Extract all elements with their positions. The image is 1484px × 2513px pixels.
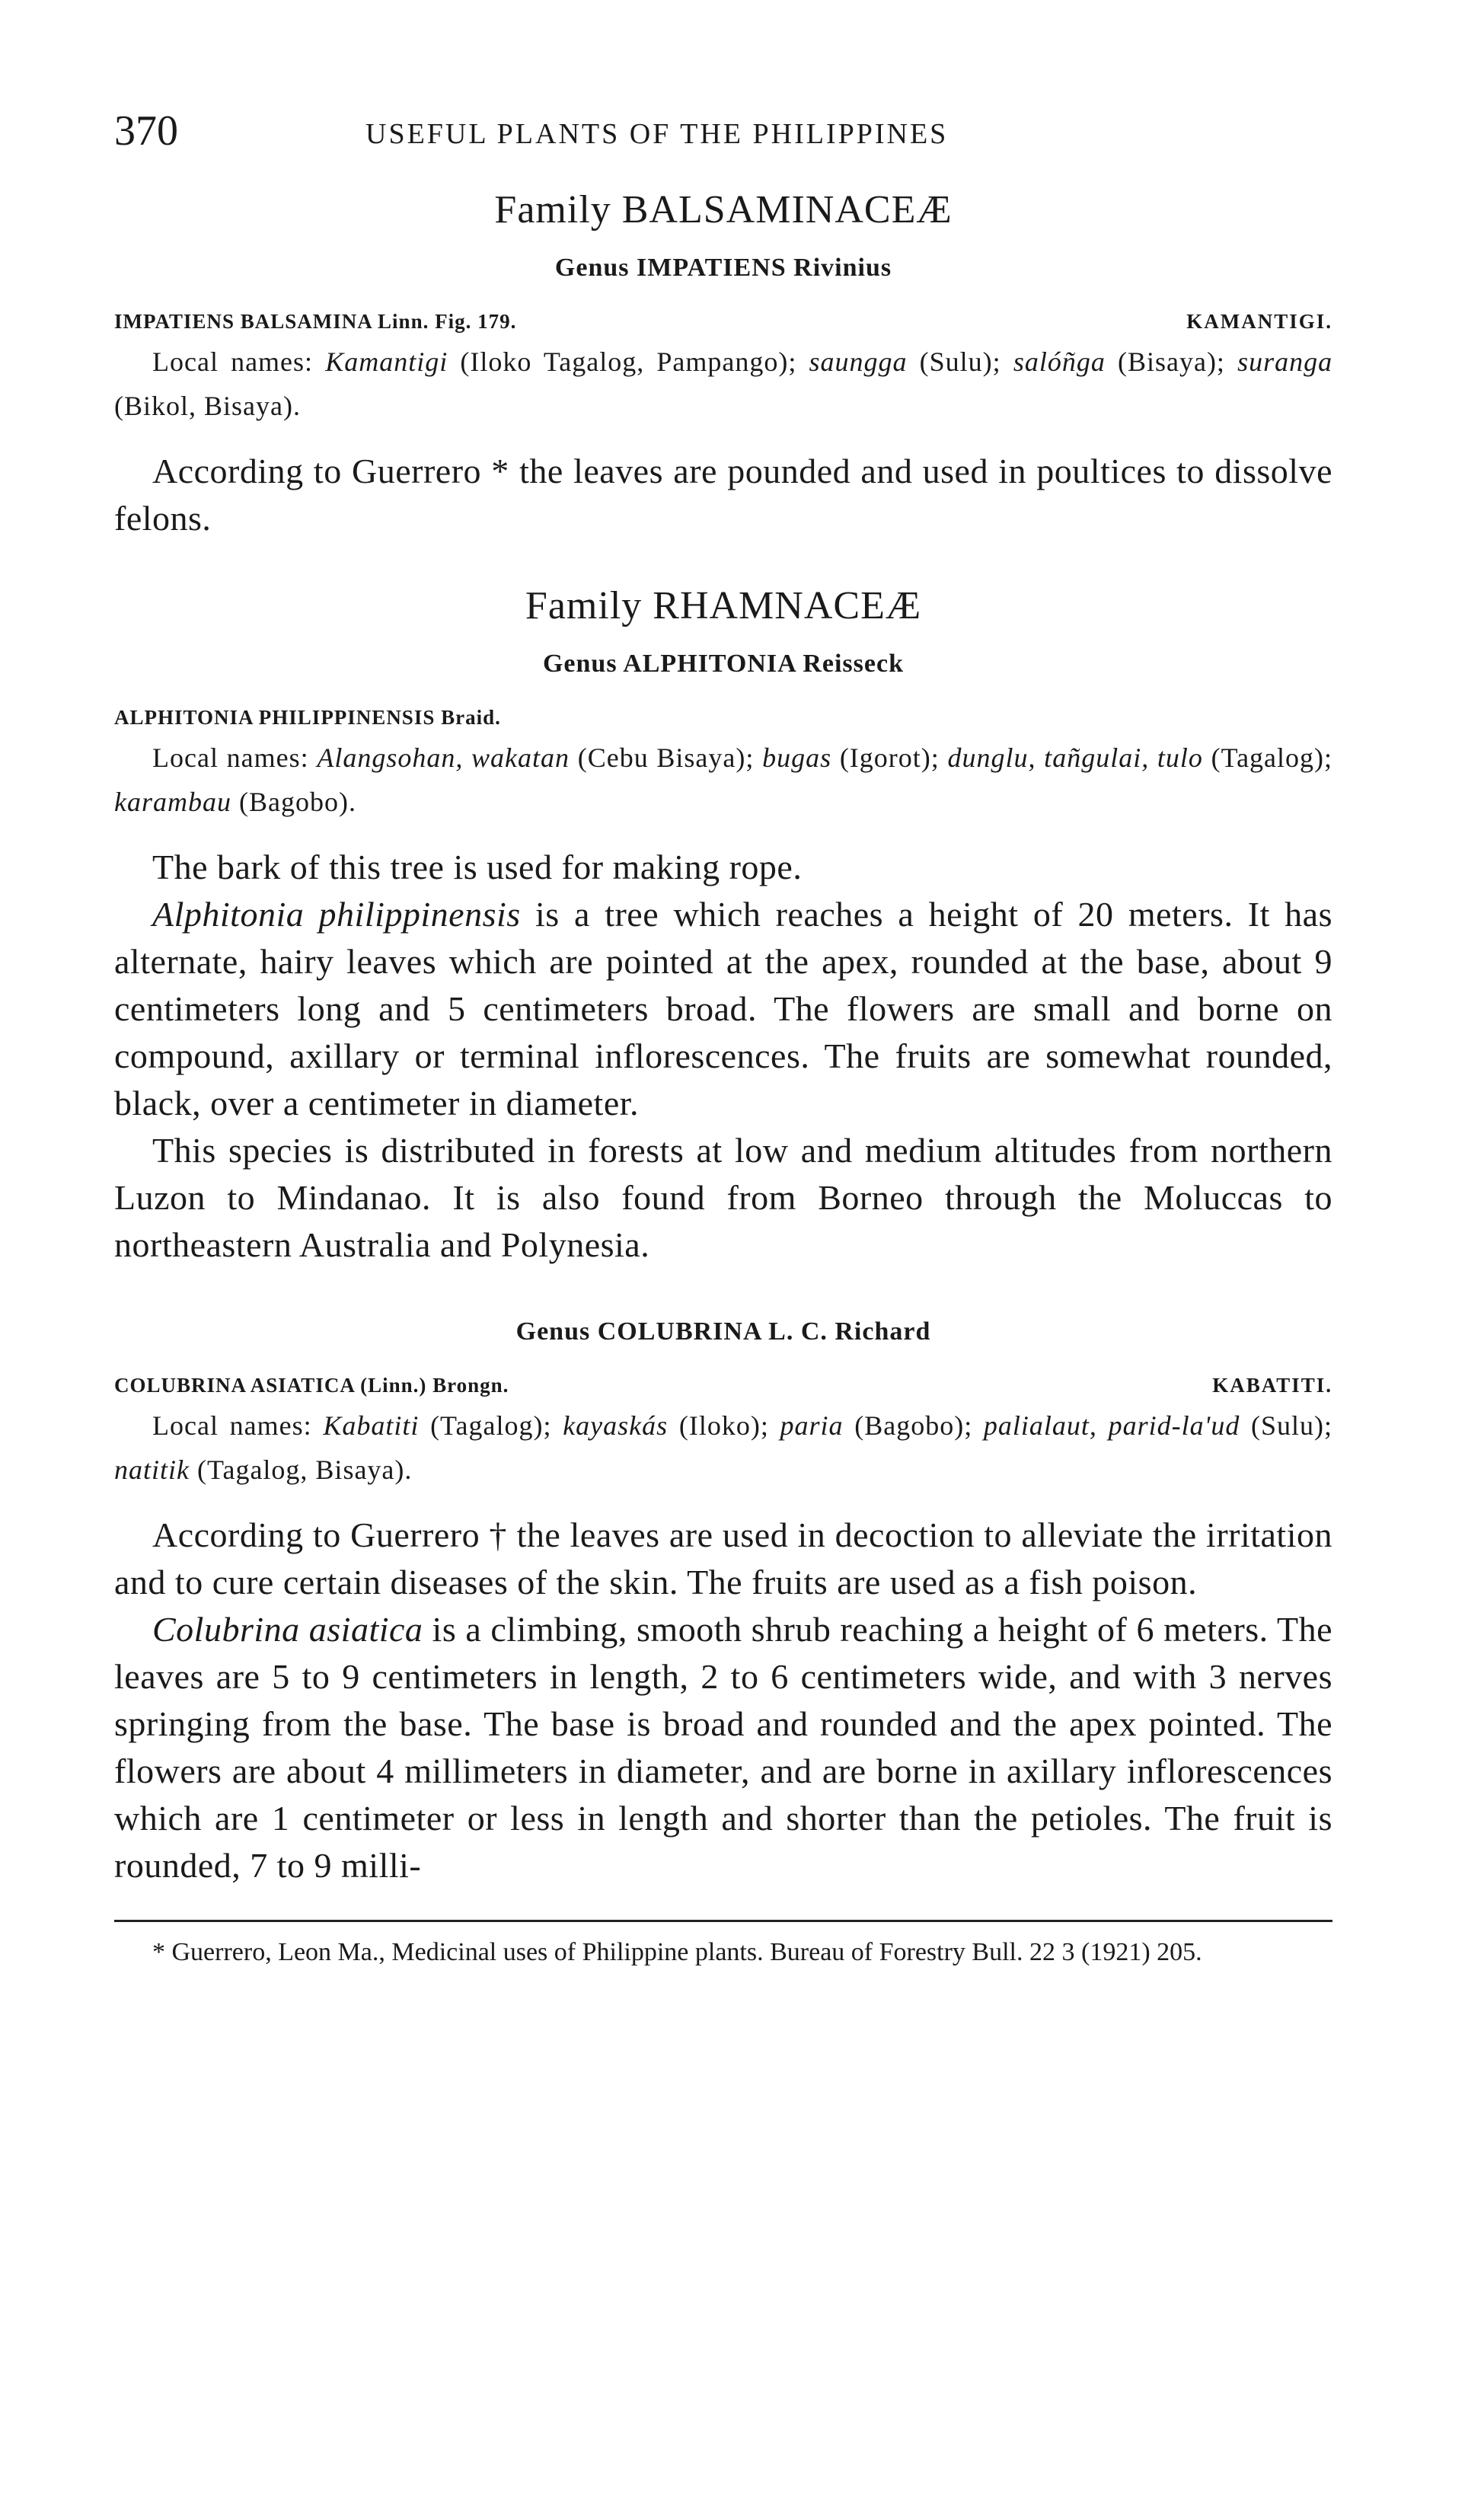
body-paragraph: The bark of this tree is used for making rope.	[152, 848, 803, 886]
local-region: (Bagobo).	[239, 787, 356, 817]
species-name: IMPATIENS BALSAMINA Linn. Fig. 179.	[114, 310, 517, 333]
local-name: kayaskás	[563, 1410, 669, 1441]
local-region: (Sulu);	[919, 346, 1001, 377]
local-region: (Tagalog);	[1211, 742, 1333, 773]
species-heading-impatiens-balsamina	[114, 310, 1332, 334]
local-name: suranga	[1237, 346, 1333, 377]
body-paragraph: According to Guerrero † the leaves are used in decoction to alleviate the irritation and to cure certain diseases of the skin. The fruits are used as a fish poison.	[114, 1515, 1332, 1601]
local-name: karambau	[114, 787, 231, 817]
local-region: (Cebu Bisaya);	[577, 742, 755, 773]
running-head	[114, 107, 1332, 160]
local-names	[114, 1403, 1332, 1492]
family-heading-rhamnaceae: Family RHAMNACEÆ	[525, 584, 922, 627]
local-names	[114, 736, 1332, 824]
local-name: palialaut, parid-la'ud	[983, 1410, 1240, 1441]
paragraph-text: is a tree which reaches a height of 20 meters. It has alternate, hairy leaves which are pointed at the apex, rounded at the base, about 9 centimeters long and 5 centimeters broad. The flowers are small and borne on compound, axillary or terminal inflorescences. The fruits are somewhat rounded, black, over a centimeter in diameter.	[114, 895, 1332, 1122]
genus-heading-impatiens: Genus IMPATIENS Rivinius	[554, 254, 892, 282]
footnote-divider	[114, 1920, 1332, 1922]
local-name: saungga	[809, 346, 908, 377]
local-region: (Tagalog);	[430, 1410, 552, 1441]
local-region: (Tagalog, Bisaya).	[197, 1454, 413, 1485]
local-region: (Iloko Tagalog, Pampango);	[460, 346, 797, 377]
local-region: (Bagobo);	[854, 1410, 973, 1441]
local-region: (Bikol, Bisaya).	[114, 391, 301, 421]
genus-heading-alphitonia: Genus ALPHITONIA Reisseck	[542, 650, 904, 678]
vernacular-name: KABATITI.	[1212, 1374, 1332, 1397]
species-italic: Colubrina asiatica	[152, 1610, 423, 1649]
vernacular-name: KAMANTIGI.	[1186, 310, 1332, 333]
family-heading-balsaminaceae: Family BALSAMINACEÆ	[494, 188, 953, 232]
local-name: Alangsohan, wakatan	[317, 742, 570, 773]
local-region: (Iloko);	[678, 1410, 769, 1441]
local-name: paria	[780, 1410, 844, 1441]
footnote: * Guerrero, Leon Ma., Medicinal uses of Philippine plants. Bureau of Forestry Bull. 22 3 (1921) 205.	[152, 1938, 1202, 1966]
species-heading-alphitonia-philippinensis	[114, 706, 1332, 730]
local-name: salóñga	[1013, 346, 1106, 377]
page-number: 370	[114, 107, 178, 155]
local-names	[114, 340, 1332, 428]
species-italic: Alphitonia philippinensis	[152, 895, 521, 934]
paragraph-text: is a climbing, smooth shrub reaching a height of 6 meters. The leaves are 5 to 9 centimeters in length, 2 to 6 centimeters wide, and with 3 nerves springing from the base. The base is broad and rounded and the apex pointed. The flowers are about 4 millimeters in diameter, and are borne in axillary inflorescences which are 1 centimeter or less in length and shorter than the petioles. The fruit is rounded, 7 to 9 milli-	[114, 1610, 1332, 1885]
local-region: (Igorot);	[839, 742, 940, 773]
local-region: (Sulu);	[1251, 1410, 1333, 1441]
local-name: Kabatiti	[323, 1410, 420, 1441]
local-name: bugas	[762, 742, 832, 773]
body-paragraph: This species is distributed in forests at low and medium altitudes from northern Luzon to Mindanao. It is also found from Borneo through the Moluccas to northeastern Australia and Polynesia.	[114, 1131, 1332, 1264]
book-page	[114, 107, 1332, 1971]
local-name: natitik	[114, 1454, 190, 1485]
body-paragraph	[114, 1606, 1332, 1889]
local-names-label: Local names:	[152, 346, 314, 377]
local-names-label: Local names:	[152, 1410, 312, 1441]
body-paragraph	[114, 891, 1332, 1127]
body-paragraph: According to Guerrero * the leaves are pounded and used in poultices to dissolve felons.	[114, 452, 1332, 538]
local-region: (Bisaya);	[1117, 346, 1225, 377]
genus-heading-colubrina: Genus COLUBRINA L. C. Richard	[515, 1317, 931, 1346]
species-name: COLUBRINA ASIATICA (Linn.) Brongn.	[114, 1374, 509, 1397]
local-name: dunglu, tañgulai, tulo	[947, 742, 1203, 773]
running-title: USEFUL PLANTS OF THE PHILIPPINES	[365, 118, 949, 150]
species-heading-colubrina-asiatica	[114, 1374, 1332, 1397]
local-names-label: Local names:	[152, 742, 309, 773]
local-name: Kamantigi	[325, 346, 448, 377]
species-name: ALPHITONIA PHILIPPINENSIS Braid.	[114, 706, 501, 729]
